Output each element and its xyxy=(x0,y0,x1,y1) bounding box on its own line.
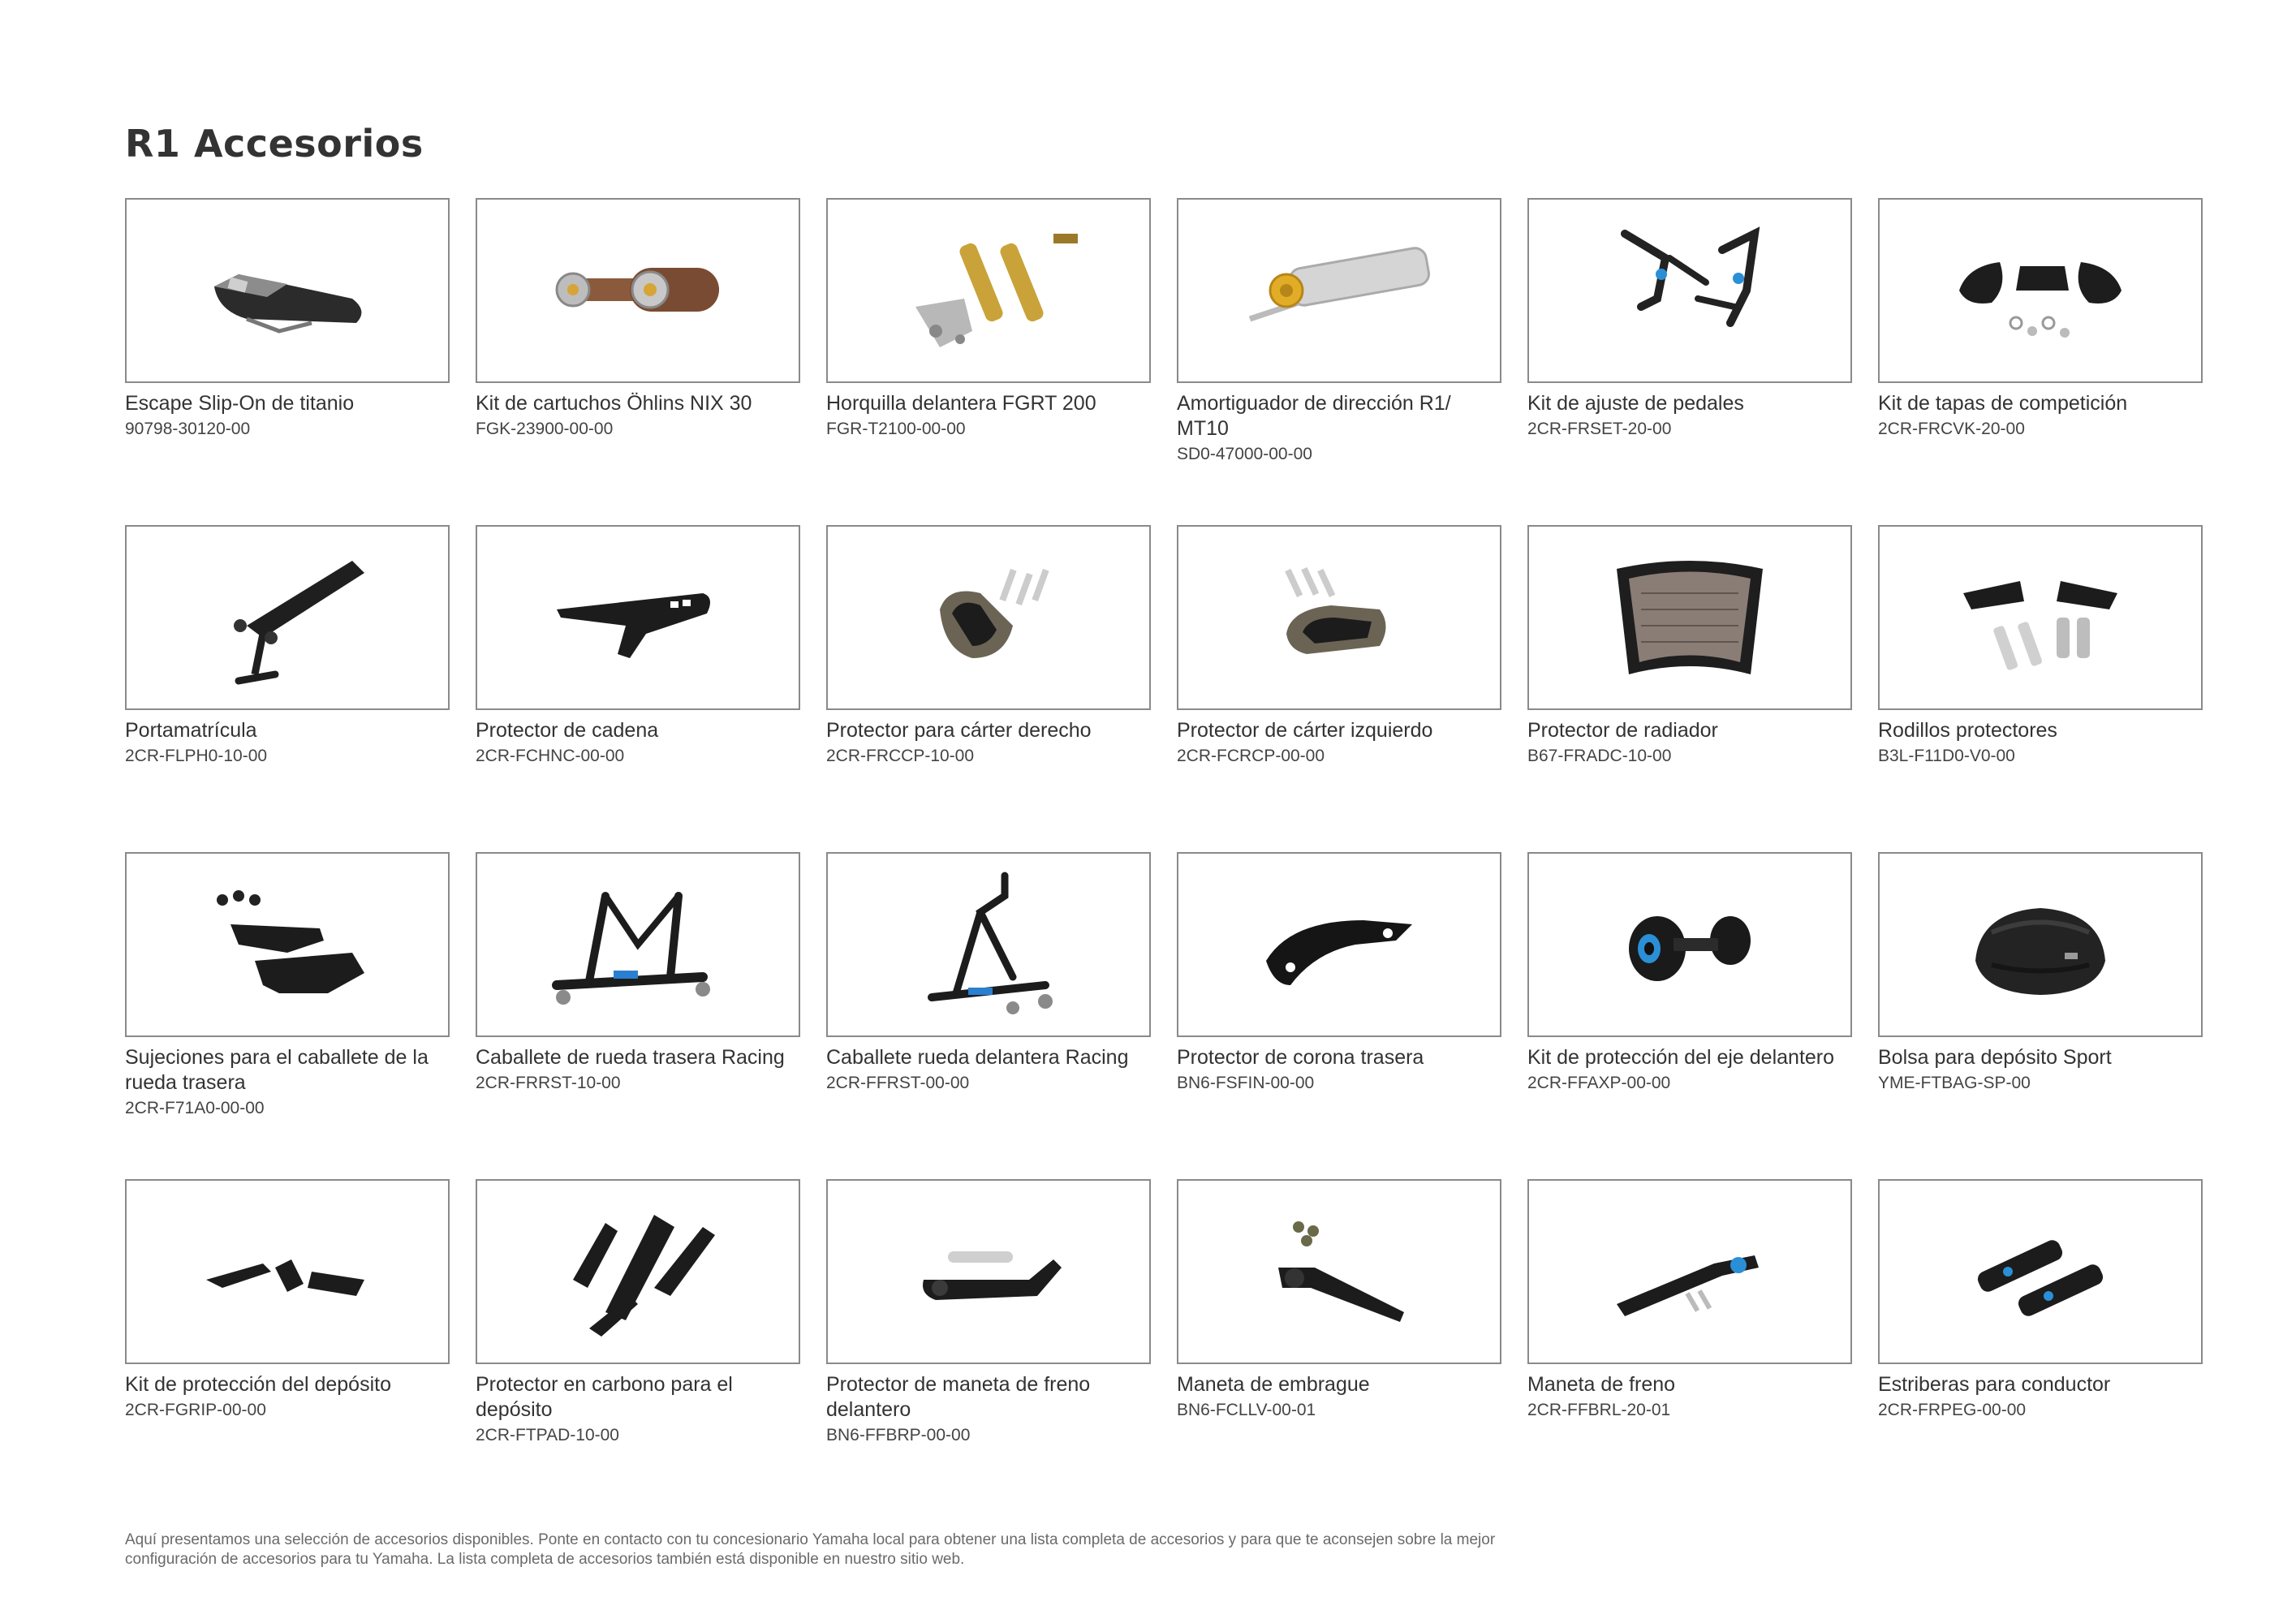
crash-roller-icon xyxy=(1943,536,2138,699)
product-card[interactable] xyxy=(1527,1179,1852,1506)
product-name: Bolsa para depósito Sport xyxy=(1878,1046,2112,1069)
footnote: Aquí presentamos una selección de accesorios disponibles. Ponte en contacto con tu concesionario Yamaha local para obtener una lista completa de accesorios y para que te aconsejen sobre la mejor configuración de accesorios para tu Yamaha. La lista completa de accesorios también está disponible en nuestro sitio web. xyxy=(125,1531,1496,1568)
product-image-frame[interactable] xyxy=(1527,198,1852,383)
product-image-frame[interactable] xyxy=(476,852,800,1037)
product-image-frame[interactable] xyxy=(1878,852,2203,1037)
clutch-lever-icon xyxy=(1242,1190,1437,1353)
chain-guard-icon xyxy=(541,536,735,699)
rear-stand-icon xyxy=(541,863,735,1026)
product-card[interactable] xyxy=(125,1179,450,1506)
steering-damper-icon xyxy=(1242,209,1437,372)
product-card[interactable] xyxy=(125,525,450,852)
product-card[interactable] xyxy=(125,852,450,1179)
product-image-frame[interactable] xyxy=(1527,1179,1852,1364)
product-name: Caballete rueda delantera Racing xyxy=(826,1046,1129,1069)
product-code: 2CR-FGRIP-00-00 xyxy=(125,1401,266,1419)
product-code: SD0-47000-00-00 xyxy=(1177,445,1312,463)
product-image-frame[interactable] xyxy=(826,198,1151,383)
product-name: Protector de maneta de freno delantero xyxy=(826,1373,1091,1421)
product-card[interactable] xyxy=(826,525,1151,852)
product-grid xyxy=(125,198,2203,1506)
product-image-frame[interactable] xyxy=(476,198,800,383)
product-code: 2CR-FFRST-00-00 xyxy=(826,1074,970,1092)
exhaust-icon xyxy=(190,209,385,372)
product-code: YME-FTBAG-SP-00 xyxy=(1878,1074,2031,1092)
front-stand-icon xyxy=(891,863,1086,1026)
mirror-caps-icon xyxy=(1943,209,2138,372)
case-cover-right-icon xyxy=(891,536,1086,699)
product-code: B3L-F11D0-V0-00 xyxy=(1878,747,2015,765)
product-name: Amortiguador de dirección R1/ MT10 xyxy=(1177,392,1451,440)
tank-grip-icon xyxy=(190,1190,385,1353)
product-card[interactable] xyxy=(1527,852,1852,1179)
product-card[interactable] xyxy=(1878,1179,2203,1506)
product-card[interactable] xyxy=(476,852,800,1179)
product-code: FGR-T2100-00-00 xyxy=(826,420,966,438)
page-title: R1 Accesorios xyxy=(125,122,424,166)
product-card[interactable] xyxy=(826,1179,1151,1506)
product-image-frame[interactable] xyxy=(1527,852,1852,1037)
case-cover-left-icon xyxy=(1242,536,1437,699)
product-card[interactable] xyxy=(1527,198,1852,525)
product-name: Protector para cárter derecho xyxy=(826,719,1092,742)
radiator-guard-icon xyxy=(1592,536,1787,699)
product-image-frame[interactable] xyxy=(476,1179,800,1364)
product-image-frame[interactable] xyxy=(125,525,450,710)
brake-lever-icon xyxy=(1592,1190,1787,1353)
product-image-frame[interactable] xyxy=(1878,198,2203,383)
license-holder-icon xyxy=(190,536,385,699)
product-code: B67-FRADC-10-00 xyxy=(1527,747,1672,765)
product-card[interactable] xyxy=(826,852,1151,1179)
fork-cartridge-icon xyxy=(541,209,735,372)
product-image-frame[interactable] xyxy=(826,1179,1151,1364)
product-image-frame[interactable] xyxy=(1177,198,1501,383)
product-code: 2CR-FRCVK-20-00 xyxy=(1878,420,2025,438)
product-card[interactable] xyxy=(1878,198,2203,525)
product-name: Protector de radiador xyxy=(1527,719,1718,742)
rearset-icon xyxy=(1592,209,1787,372)
product-code: FGK-23900-00-00 xyxy=(476,420,614,438)
stand-bobbin-icon xyxy=(190,863,385,1026)
footpeg-icon xyxy=(1943,1190,2138,1353)
product-image-frame[interactable] xyxy=(1177,525,1501,710)
product-name: Kit de ajuste de pedales xyxy=(1527,392,1744,415)
product-code: 2CR-F71A0-00-00 xyxy=(125,1099,265,1117)
product-card[interactable] xyxy=(1177,198,1501,525)
axle-protector-icon xyxy=(1592,863,1787,1026)
lever-guard-icon xyxy=(891,1190,1086,1353)
product-image-frame[interactable] xyxy=(1527,525,1852,710)
sprocket-guard-icon xyxy=(1242,863,1437,1026)
product-image-frame[interactable] xyxy=(476,525,800,710)
product-card[interactable] xyxy=(476,1179,800,1506)
product-image-frame[interactable] xyxy=(1878,525,2203,710)
product-code: 2CR-FCHNC-00-00 xyxy=(476,747,625,765)
front-fork-icon xyxy=(891,209,1086,372)
product-code: 2CR-FRPEG-00-00 xyxy=(1878,1401,2027,1419)
product-name: Maneta de freno xyxy=(1527,1373,1676,1396)
product-name: Kit de tapas de competición xyxy=(1878,392,2128,415)
product-name: Protector en carbono para el depósito xyxy=(476,1373,733,1421)
product-name: Protector de cadena xyxy=(476,719,659,742)
product-name: Estriberas para conductor xyxy=(1878,1373,2111,1396)
product-image-frame[interactable] xyxy=(826,525,1151,710)
product-card[interactable] xyxy=(476,525,800,852)
product-name: Protector de cárter izquierdo xyxy=(1177,719,1433,742)
product-code: 2CR-FFBRL-20-01 xyxy=(1527,1401,1671,1419)
product-name: Maneta de embrague xyxy=(1177,1373,1370,1396)
product-code: 2CR-FCRCP-00-00 xyxy=(1177,747,1325,765)
product-code: 2CR-FFAXP-00-00 xyxy=(1527,1074,1671,1092)
product-code: 2CR-FTPAD-10-00 xyxy=(476,1426,619,1444)
product-code: 2CR-FRSET-20-00 xyxy=(1527,420,1672,438)
product-code: 2CR-FRRST-10-00 xyxy=(476,1074,621,1092)
product-card[interactable] xyxy=(1177,525,1501,852)
product-code: BN6-FCLLV-00-01 xyxy=(1177,1401,1316,1419)
product-name: Rodillos protectores xyxy=(1878,719,2057,742)
product-code: 90798-30120-00 xyxy=(125,420,251,438)
product-code: BN6-FFBRP-00-00 xyxy=(826,1426,971,1444)
product-card[interactable] xyxy=(1177,852,1501,1179)
product-code: 2CR-FLPH0-10-00 xyxy=(125,747,268,765)
product-image-frame[interactable] xyxy=(1177,1179,1501,1364)
product-card[interactable] xyxy=(125,198,450,525)
product-image-frame[interactable] xyxy=(1878,1179,2203,1364)
product-name: Protector de corona trasera xyxy=(1177,1046,1424,1069)
product-name: Kit de protección del eje delantero xyxy=(1527,1046,1835,1069)
tank-bag-icon xyxy=(1943,863,2138,1026)
product-card[interactable] xyxy=(1878,852,2203,1179)
product-card[interactable] xyxy=(476,198,800,525)
product-name: Kit de protección del depósito xyxy=(125,1373,391,1396)
product-name: Portamatrícula xyxy=(125,719,257,742)
product-image-frame[interactable] xyxy=(125,852,450,1037)
product-name: Caballete de rueda trasera Racing xyxy=(476,1046,785,1069)
product-name: Kit de cartuchos Öhlins NIX 30 xyxy=(476,392,752,415)
product-name: Sujeciones para el caballete de la rueda trasera xyxy=(125,1046,429,1094)
product-card[interactable] xyxy=(1177,1179,1501,1506)
product-image-frame[interactable] xyxy=(125,198,450,383)
tank-pad-icon xyxy=(541,1190,735,1353)
product-image-frame[interactable] xyxy=(125,1179,450,1364)
product-card[interactable] xyxy=(1878,525,2203,852)
product-image-frame[interactable] xyxy=(1177,852,1501,1037)
product-code: 2CR-FRCCP-10-00 xyxy=(826,747,975,765)
product-name: Escape Slip-On de titanio xyxy=(125,392,355,415)
product-image-frame[interactable] xyxy=(826,852,1151,1037)
product-name: Horquilla delantera FGRT 200 xyxy=(826,392,1096,415)
product-card[interactable] xyxy=(1527,525,1852,852)
product-code: BN6-FSFIN-00-00 xyxy=(1177,1074,1315,1092)
product-card[interactable] xyxy=(826,198,1151,525)
